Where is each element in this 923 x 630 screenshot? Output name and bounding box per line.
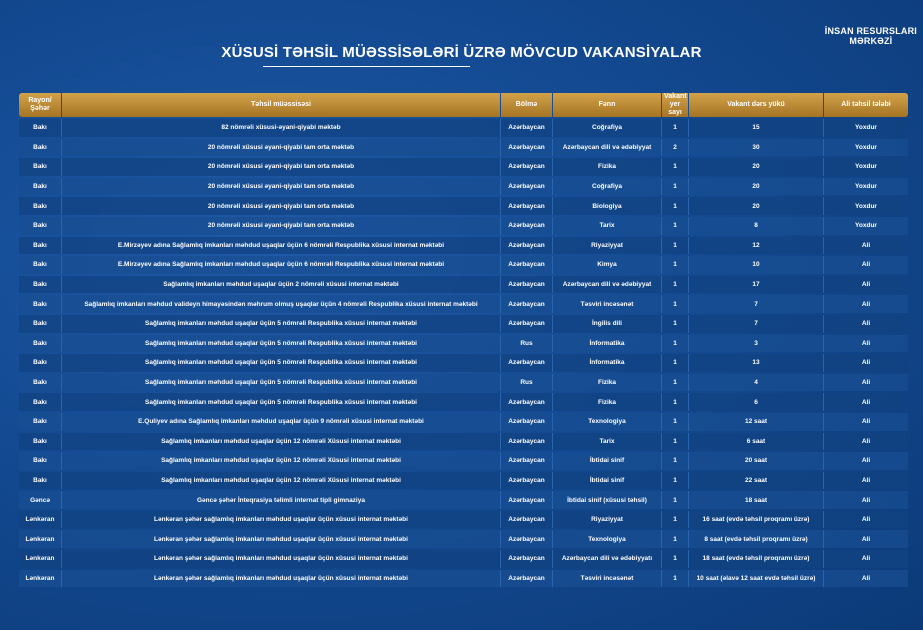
cell-section: Azərbaycan (501, 472, 553, 490)
table-row (19, 178, 908, 196)
table-header-row (19, 93, 908, 117)
org-line-1: İNSAN RESURSLARI (824, 26, 917, 36)
table-row (19, 511, 908, 529)
cell-institution: 20 nömrəli xüsusi əyani-qiyabi tam orta məktəb (62, 178, 501, 196)
cell-region: Bakı (19, 433, 62, 451)
cell-subject: Fizika (553, 158, 662, 176)
cell-degree-requirement: Yoxdur (824, 119, 908, 137)
cell-teaching-load: 10 (689, 256, 824, 274)
cell-subject: Biologiya (553, 197, 662, 215)
cell-vacant-count: 2 (662, 139, 689, 157)
table-row (19, 393, 908, 411)
cell-section: Azərbaycan (501, 511, 553, 529)
cell-region: Gəncə (19, 491, 62, 509)
cell-region: Bakı (19, 178, 62, 196)
cell-vacant-count: 1 (662, 237, 689, 255)
cell-section: Azərbaycan (501, 315, 553, 333)
cell-teaching-load: 20 (689, 178, 824, 196)
cell-vacant-count: 1 (662, 393, 689, 411)
cell-region: Bakı (19, 354, 62, 372)
cell-section: Azərbaycan (501, 139, 553, 157)
cell-subject: Fizika (553, 374, 662, 392)
cell-section: Azərbaycan (501, 530, 553, 548)
cell-vacant-count: 1 (662, 178, 689, 196)
table-row (19, 491, 908, 509)
header-teaching-load: Vakant dərs yükü (689, 93, 824, 117)
cell-vacant-count: 1 (662, 491, 689, 509)
cell-subject: Riyaziyyat (553, 237, 662, 255)
cell-degree-requirement: Ali (824, 570, 908, 588)
cell-teaching-load: 12 saat (689, 413, 824, 431)
cell-teaching-load: 8 saat (evdə təhsil proqramı üzrə) (689, 530, 824, 548)
cell-institution: Sağlamlıq imkanları məhdud uşaqlar üçün 5 nömrəli Respublika xüsusi internat məktəbi (62, 335, 501, 353)
cell-teaching-load: 30 (689, 139, 824, 157)
cell-institution: Sağlamlıq imkanları məhdud uşaqlar üçün 5 nömrəli Respublika xüsusi internat məktəbi (62, 354, 501, 372)
cell-vacant-count: 1 (662, 413, 689, 431)
cell-teaching-load: 18 saat (evdə təhsil proqramı üzrə) (689, 550, 824, 568)
table-row (19, 433, 908, 451)
cell-vacant-count: 1 (662, 530, 689, 548)
cell-subject: Azərbaycan dili və ədəbiyyatı (553, 550, 662, 568)
cell-degree-requirement: Yoxdur (824, 217, 908, 235)
cell-teaching-load: 12 (689, 237, 824, 255)
cell-subject: Tarix (553, 433, 662, 451)
cell-section: Azərbaycan (501, 276, 553, 294)
cell-institution: Lənkəran şəhər sağlamlıq imkanları məhdud uşaqlar üçün xüsusi internat məktəbi (62, 550, 501, 568)
cell-degree-requirement: Ali (824, 374, 908, 392)
cell-teaching-load: 16 saat (evdə təhsil proqramı üzrə) (689, 511, 824, 529)
cell-subject: Texnologiya (553, 413, 662, 431)
cell-degree-requirement: Ali (824, 354, 908, 372)
cell-teaching-load: 20 saat (689, 452, 824, 470)
cell-vacant-count: 1 (662, 472, 689, 490)
cell-degree-requirement: Ali (824, 530, 908, 548)
cell-vacant-count: 1 (662, 158, 689, 176)
table-row (19, 472, 908, 490)
cell-teaching-load: 10 saat (əlavə 12 saat evdə təhsil üzrə) (689, 570, 824, 588)
cell-section: Azərbaycan (501, 550, 553, 568)
cell-subject: İnformatika (553, 335, 662, 353)
table-row (19, 413, 908, 431)
cell-institution: Sağlamlıq imkanları məhdud uşaqlar üçün 12 nömrəli Xüsusi internat məktəbi (62, 472, 501, 490)
cell-teaching-load: 20 (689, 197, 824, 215)
cell-section: Azərbaycan (501, 197, 553, 215)
cell-section: Azərbaycan (501, 452, 553, 470)
cell-region: Bakı (19, 295, 62, 313)
cell-degree-requirement: Yoxdur (824, 178, 908, 196)
cell-subject: Fizika (553, 393, 662, 411)
table-row (19, 197, 908, 215)
vacancy-table (19, 91, 908, 589)
cell-vacant-count: 1 (662, 570, 689, 588)
cell-institution: E.Quliyev adına Sağlamlıq imkanları məhdud uşaqlar üçün 9 nömrəli xüsusi internat məktəbi (62, 413, 501, 431)
cell-degree-requirement: Ali (824, 550, 908, 568)
cell-institution: Sağlamlıq imkanları məhdud uşaqlar üçün 2 nömrəli xüsusi internat məktəbi (62, 276, 501, 294)
cell-degree-requirement: Ali (824, 511, 908, 529)
cell-teaching-load: 20 (689, 158, 824, 176)
cell-degree-requirement: Yoxdur (824, 139, 908, 157)
cell-section: Azərbaycan (501, 491, 553, 509)
cell-region: Bakı (19, 413, 62, 431)
header-region: Rayon/Şəhər (19, 93, 62, 117)
cell-vacant-count: 1 (662, 276, 689, 294)
cell-institution: Sağlamlıq imkanları məhdud uşaqlar üçün 12 nömrəli Xüsusi internat məktəbi (62, 452, 501, 470)
cell-section: Azərbaycan (501, 178, 553, 196)
table-row (19, 237, 908, 255)
cell-subject: Təsviri incəsənət (553, 570, 662, 588)
organization-logo-text (825, 26, 917, 46)
cell-region: Bakı (19, 335, 62, 353)
cell-institution: 82 nömrəli xüsusi-əyani-qiyabi məktəb (62, 119, 501, 137)
cell-vacant-count: 1 (662, 295, 689, 313)
cell-vacant-count: 1 (662, 550, 689, 568)
cell-teaching-load: 6 saat (689, 433, 824, 451)
table-row (19, 217, 908, 235)
title-underline (263, 66, 470, 67)
cell-degree-requirement: Ali (824, 452, 908, 470)
cell-region: Bakı (19, 139, 62, 157)
cell-section: Azərbaycan (501, 354, 553, 372)
cell-degree-requirement: Ali (824, 315, 908, 333)
cell-section: Azərbaycan (501, 217, 553, 235)
cell-vacant-count: 1 (662, 335, 689, 353)
cell-institution: Sağlamlıq imkanları məhdud valideyn himayəsindən məhrum olmuş uşaqlar üçün 4 nömrəli Respublika xüsusi internat məktəbi (62, 295, 501, 313)
cell-region: Bakı (19, 197, 62, 215)
cell-subject: Təsviri incəsənət (553, 295, 662, 313)
cell-region: Bakı (19, 315, 62, 333)
table-body (19, 119, 908, 587)
cell-subject: İbtidai sinif (xüsusi təhsil) (553, 491, 662, 509)
cell-subject: Coğrafiya (553, 119, 662, 137)
cell-region: Lənkəran (19, 530, 62, 548)
cell-section: Azərbaycan (501, 256, 553, 274)
cell-degree-requirement: Ali (824, 472, 908, 490)
cell-region: Bakı (19, 158, 62, 176)
cell-region: Bakı (19, 237, 62, 255)
cell-vacant-count: 1 (662, 197, 689, 215)
table-row (19, 570, 908, 588)
cell-subject: Azərbaycan dili və ədəbiyyat (553, 276, 662, 294)
cell-subject: Riyaziyyat (553, 511, 662, 529)
cell-region: Bakı (19, 374, 62, 392)
cell-subject: Coğrafiya (553, 178, 662, 196)
cell-subject: Texnologiya (553, 530, 662, 548)
cell-institution: E.Mirzəyev adına Sağlamlıq imkanları məhdud uşaqlar üçün 6 nömrəli Respublika xüsusi internat məktəbi (62, 256, 501, 274)
cell-region: Bakı (19, 452, 62, 470)
table-row (19, 335, 908, 353)
table-row (19, 158, 908, 176)
cell-institution: 20 nömrəli xüsusi əyani-qiyabi tam orta məktəb (62, 197, 501, 215)
header-vacant-count: Vakant yer sayı (662, 93, 689, 117)
cell-institution: Gəncə şəhər İnteqrasiya təlimli internat tipli gimnaziya (62, 491, 501, 509)
cell-region: Lənkəran (19, 550, 62, 568)
header-section: Bölmə (501, 93, 553, 117)
table-row (19, 119, 908, 137)
cell-teaching-load: 18 saat (689, 491, 824, 509)
org-line-2: MƏRKƏZİ (849, 36, 893, 46)
cell-section: Azərbaycan (501, 119, 553, 137)
cell-section: Rus (501, 335, 553, 353)
cell-degree-requirement: Ali (824, 295, 908, 313)
cell-teaching-load: 6 (689, 393, 824, 411)
cell-vacant-count: 1 (662, 119, 689, 137)
header-subject: Fənn (553, 93, 662, 117)
cell-region: Lənkəran (19, 570, 62, 588)
header-degree-requirement: Ali təhsil tələbi (824, 93, 908, 117)
cell-institution: Lənkəran şəhər sağlamlıq imkanları məhdud uşaqlar üçün xüsusi internat məktəbi (62, 511, 501, 529)
cell-degree-requirement: Ali (824, 256, 908, 274)
cell-subject: Tarix (553, 217, 662, 235)
cell-vacant-count: 1 (662, 511, 689, 529)
cell-degree-requirement: Yoxdur (824, 197, 908, 215)
table-row (19, 315, 908, 333)
cell-teaching-load: 3 (689, 335, 824, 353)
cell-section: Azərbaycan (501, 295, 553, 313)
cell-region: Bakı (19, 276, 62, 294)
cell-vacant-count: 1 (662, 452, 689, 470)
cell-institution: Sağlamlıq imkanları məhdud uşaqlar üçün 5 nömrəli Respublika xüsusi internat məktəbi (62, 393, 501, 411)
cell-institution: Sağlamlıq imkanları məhdud uşaqlar üçün 12 nömrəli Xüsusi internat məktəbi (62, 433, 501, 451)
cell-degree-requirement: Ali (824, 491, 908, 509)
table-row (19, 374, 908, 392)
table-row (19, 256, 908, 274)
cell-region: Lənkəran (19, 511, 62, 529)
cell-subject: İnformatika (553, 354, 662, 372)
cell-degree-requirement: Ali (824, 393, 908, 411)
cell-institution: 20 nömrəli xüsusi əyani-qiyabi tam orta məktəb (62, 217, 501, 235)
cell-teaching-load: 17 (689, 276, 824, 294)
cell-teaching-load: 13 (689, 354, 824, 372)
cell-teaching-load: 15 (689, 119, 824, 137)
cell-teaching-load: 22 saat (689, 472, 824, 490)
page-title: XÜSUSİ TƏHSİL MÜƏSSİSƏLƏRİ ÜZRƏ MÖVCUD VAKANSİYALAR (221, 44, 702, 61)
cell-region: Bakı (19, 119, 62, 137)
cell-degree-requirement: Ali (824, 237, 908, 255)
cell-section: Azərbaycan (501, 393, 553, 411)
cell-vacant-count: 1 (662, 256, 689, 274)
table-row (19, 276, 908, 294)
header-institution: Təhsil müəssisəsi (62, 93, 501, 117)
table-row (19, 452, 908, 470)
cell-region: Bakı (19, 256, 62, 274)
cell-teaching-load: 7 (689, 315, 824, 333)
cell-vacant-count: 1 (662, 217, 689, 235)
cell-subject: İbtidai sinif (553, 472, 662, 490)
cell-section: Azərbaycan (501, 570, 553, 588)
table-row (19, 354, 908, 372)
cell-vacant-count: 1 (662, 374, 689, 392)
cell-subject: Kimya (553, 256, 662, 274)
cell-teaching-load: 7 (689, 295, 824, 313)
cell-degree-requirement: Yoxdur (824, 158, 908, 176)
cell-institution: 20 nömrəli xüsusi əyani-qiyabi tam orta məktəb (62, 139, 501, 157)
cell-degree-requirement: Ali (824, 335, 908, 353)
table-row (19, 530, 908, 548)
table-row (19, 295, 908, 313)
cell-vacant-count: 1 (662, 433, 689, 451)
cell-institution: Sağlamlıq imkanları məhdud uşaqlar üçün 5 nömrəli Respublika xüsusi internat məktəbi (62, 315, 501, 333)
table-row (19, 550, 908, 568)
cell-teaching-load: 8 (689, 217, 824, 235)
cell-section: Rus (501, 374, 553, 392)
cell-vacant-count: 1 (662, 354, 689, 372)
cell-section: Azərbaycan (501, 237, 553, 255)
cell-institution: Lənkəran şəhər sağlamlıq imkanları məhdud uşaqlar üçün xüsusi internat məktəbi (62, 530, 501, 548)
cell-subject: Azərbaycan dili və ədəbiyyat (553, 139, 662, 157)
cell-section: Azərbaycan (501, 413, 553, 431)
cell-region: Bakı (19, 393, 62, 411)
cell-institution: Lənkəran şəhər sağlamlıq imkanları məhdud uşaqlar üçün xüsusi internat məktəbi (62, 570, 501, 588)
cell-institution: E.Mirzəyev adına Sağlamlıq imkanları məhdud uşaqlar üçün 6 nömrəli Respublika xüsusi internat məktəbi (62, 237, 501, 255)
cell-degree-requirement: Ali (824, 433, 908, 451)
cell-section: Azərbaycan (501, 433, 553, 451)
cell-degree-requirement: Ali (824, 413, 908, 431)
cell-subject: İngilis dili (553, 315, 662, 333)
cell-vacant-count: 1 (662, 315, 689, 333)
cell-subject: İbtidai sinif (553, 452, 662, 470)
cell-institution: 20 nömrəli xüsusi əyani-qiyabi tam orta məktəb (62, 158, 501, 176)
cell-degree-requirement: Ali (824, 276, 908, 294)
cell-institution: Sağlamlıq imkanları məhdud uşaqlar üçün 5 nömrəli Respublika xüsusi internat məktəbi (62, 374, 501, 392)
cell-region: Bakı (19, 217, 62, 235)
cell-region: Bakı (19, 472, 62, 490)
cell-teaching-load: 4 (689, 374, 824, 392)
cell-section: Azərbaycan (501, 158, 553, 176)
table-row (19, 139, 908, 157)
